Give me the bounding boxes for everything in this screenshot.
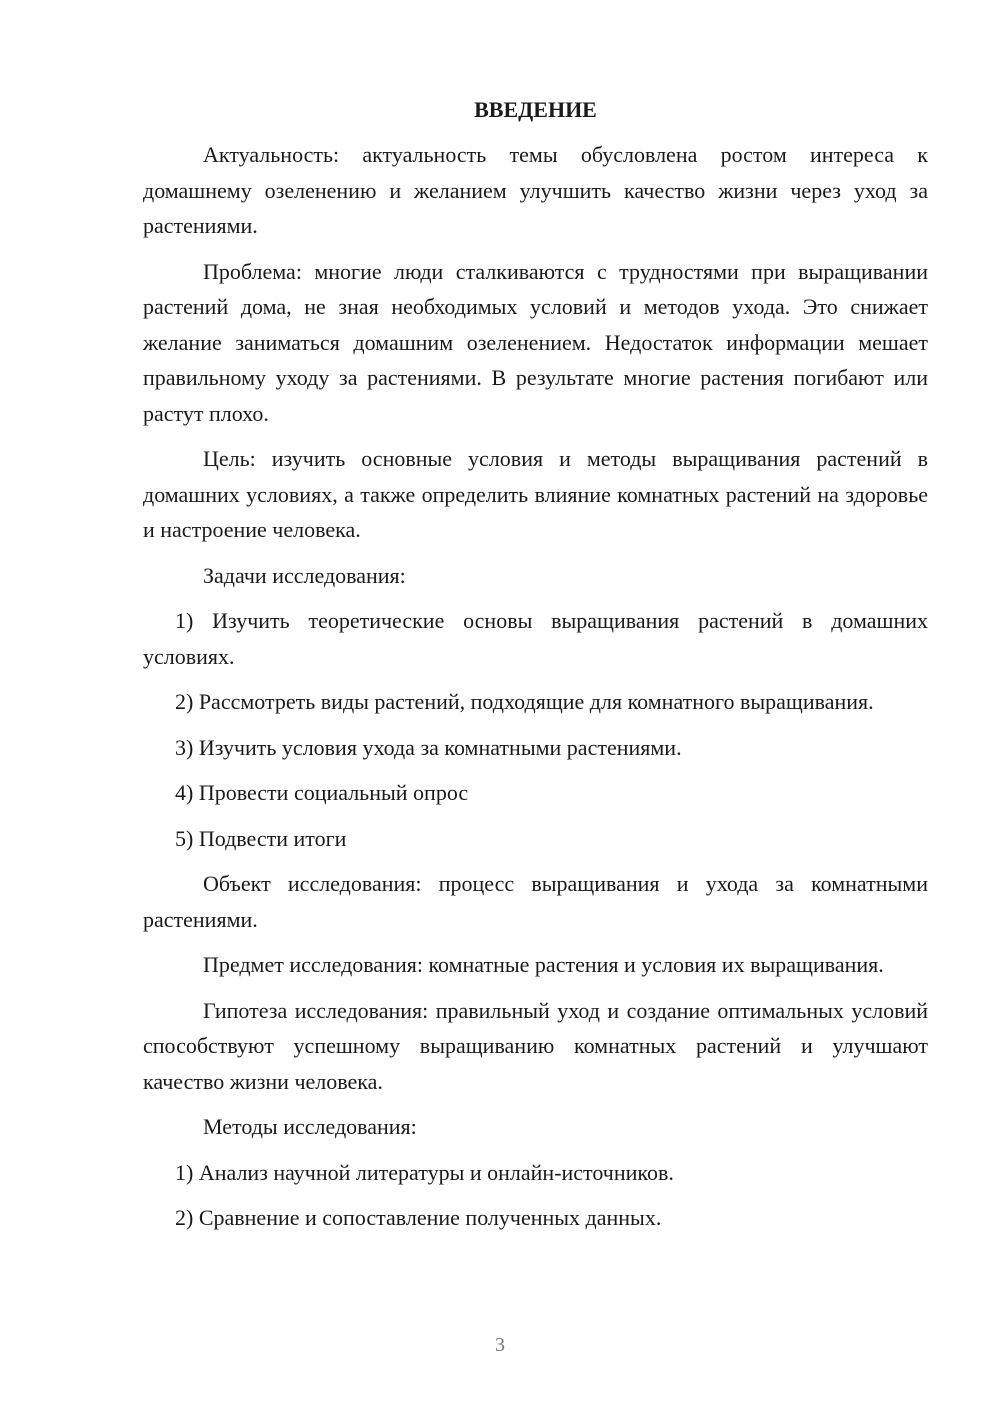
paragraph-object: Объект исследования: процесс выращивания и ухода за комнатными растениями. — [143, 871, 928, 932]
task-item-3: 3) Изучить условия ухода за комнатными растениями. — [175, 734, 682, 760]
paragraph-subject: Предмет исследования: комнатные растения и условия их выращивания. — [203, 952, 884, 977]
page-number: 3 — [495, 1334, 505, 1356]
method-item-1: 1) Анализ научной литературы и онлайн-источников. — [175, 1159, 674, 1185]
paragraph-relevance: Актуальность: актуальность темы обусловлена ростом интереса к домашнему озеленению и желанием улучшить качество жизни через уход за растениями. — [143, 142, 928, 238]
page-title: ВВЕДЕНИЕ — [474, 97, 597, 122]
method-item-2: 2) Сравнение и сопоставление полученных данных. — [175, 1205, 662, 1230]
paragraph-hypothesis: Гипотеза исследования: правильный уход и создание оптимальных условий способствуют успешному выращиванию комнатных растений и улучшают качество жизни человека. — [143, 997, 928, 1094]
task-item-2: 2) Рассмотреть виды растений, подходящие для комнатного выращивания. — [175, 689, 874, 714]
methods-heading: Методы исследования: — [203, 1114, 417, 1139]
paragraph-goal: Цель: изучить основные условия и методы выращивания растений в домашних условиях, а также определить влияние комнатных растений на здоровье и настроение человека. — [143, 446, 928, 542]
task-item-5: 5) Подвести итоги — [175, 825, 347, 851]
page-content — [143, 96, 928, 1246]
tasks-heading: Задачи исследования: — [203, 562, 406, 588]
paragraph-problem: Проблема: многие люди сталкиваются с трудностями при выращивании растений дома, не зная необходимых условий и методов ухода. Это снижает желание заниматься домашним озеленением. Недостаток информации мешает правильному уходу за растениями. В результате многие растения погибают или растут плохо. — [143, 258, 928, 426]
task-item-4: 4) Провести социальный опрос — [175, 780, 469, 805]
task-item-1: 1) Изучить теоретические основы выращивания растений в домашних условиях. — [143, 608, 928, 669]
